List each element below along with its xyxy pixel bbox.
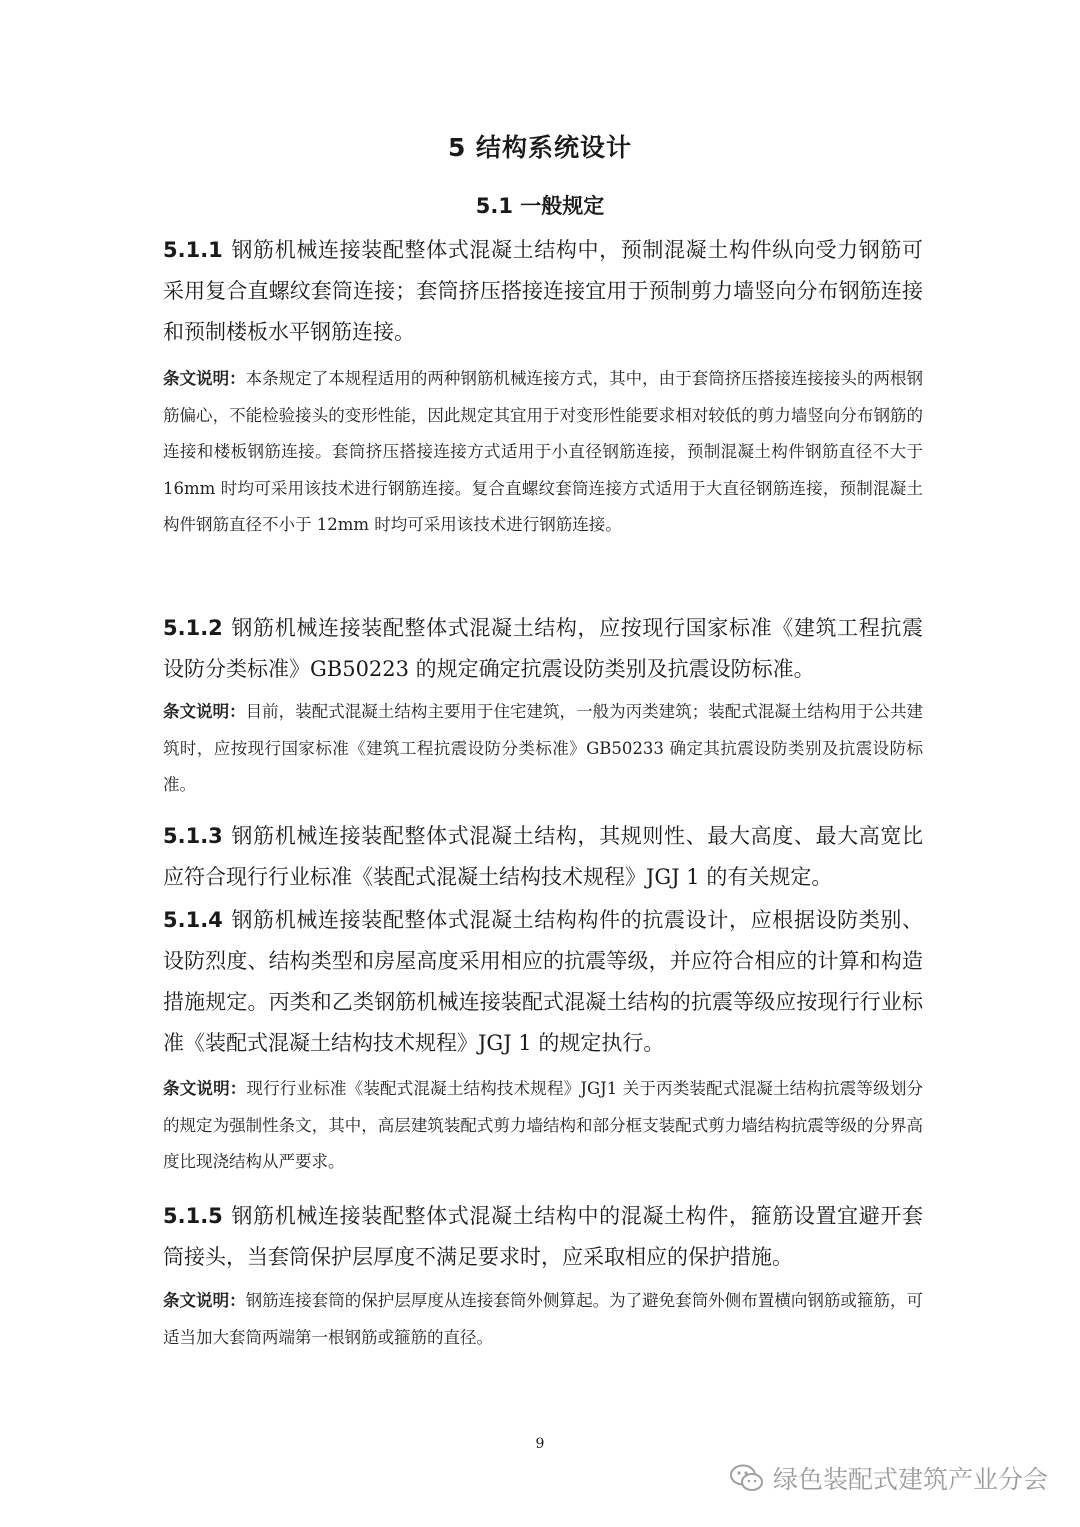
note-label: 条文说明： — [163, 1079, 247, 1098]
wechat-icon — [729, 1463, 765, 1493]
watermark-text: 绿色装配式建筑产业分会 — [772, 1465, 1048, 1494]
clause-number: 5.1.2 — [163, 616, 223, 640]
clause-number: 5.1.3 — [163, 824, 223, 848]
clause-text: 钢筋机械连接装配整体式混凝土结构中的混凝土构件，箍筋设置宜避开套筒接头，当套筒保护层厚度不满足要求时，应采取相应的保护措施。 — [163, 1204, 923, 1269]
clause-5-1-5 — [163, 1196, 923, 1278]
clause-5-1-3 — [163, 816, 923, 898]
clause-note-5-1-2 — [163, 694, 923, 804]
clause-text: 钢筋机械连接装配整体式混凝土结构构件的抗震设计，应根据设防类别、设防烈度、结构类型和房屋高度采用相应的抗震等级，并应符合相应的计算和构造措施规定。丙类和乙类钢筋机械连接装配式混凝土结构的抗震等级应按现行行业标准《装配式混凝土结构技术规程》JGJ 1 的规定执行。 — [163, 908, 923, 1055]
page-number: 9 — [535, 1436, 545, 1452]
note-label: 条文说明： — [163, 702, 246, 721]
section-title: 5.1 一般规定 — [475, 194, 605, 218]
clause-5-1-1 — [163, 230, 923, 353]
clause-5-1-4 — [163, 900, 923, 1064]
clause-number: 5.1.1 — [163, 238, 223, 262]
clause-text: 钢筋机械连接装配整体式混凝土结构中，预制混凝土构件纵向受力钢筋可采用复合直螺纹套筒连接；套筒挤压搭接连接宜用于预制剪力墙竖向分布钢筋连接和预制楼板水平钢筋连接。 — [163, 238, 923, 344]
clause-number: 5.1.4 — [163, 908, 223, 932]
note-label: 条文说明： — [163, 1291, 246, 1310]
note-text: 钢筋连接套筒的保护层厚度从连接套筒外侧算起。为了避免套筒外侧布置横向钢筋或箍筋，可适当加大套筒两端第一根钢筋或箍筋的直径。 — [163, 1291, 924, 1347]
clause-note-5-1-4 — [163, 1071, 923, 1181]
clause-note-5-1-1 — [163, 361, 923, 544]
clause-5-1-2 — [163, 608, 923, 690]
note-text: 现行行业标准《装配式混凝土结构技术规程》JGJ1 关于丙类装配式混凝土结构抗震等级划分的规定为强制性条文，其中，高层建筑装配式剪力墙结构和部分框支装配式剪力墙结构抗震等级的分界高度比现浇结构从严要求。 — [163, 1079, 924, 1171]
note-text: 目前，装配式混凝土结构主要用于住宅建筑，一般为丙类建筑；装配式混凝土结构用于公共建筑时，应按现行国家标准《建筑工程抗震设防分类标准》GB50233 确定其抗震设防类别及抗震设防标准。 — [163, 702, 924, 794]
note-text: 本条规定了本规程适用的两种钢筋机械连接方式，其中，由于套筒挤压搭接连接接头的两根钢筋偏心，不能检验接头的变形性能，因此规定其宜用于对变形性能要求相对较低的剪力墙竖向分布钢筋的连接和楼板钢筋连接。套筒挤压搭接连接方式适用于小直径钢筋连接，预制混凝土构件钢筋直径不大于 16mm 时均可采用该技术进行钢筋连接。复合直螺纹套筒连接方式适用于大直径钢筋连接，预制混凝土构件钢筋直径不小于 12mm 时均可采用该技术进行钢筋连接。 — [163, 369, 924, 534]
chapter-title: 5 结构系统设计 — [447, 133, 633, 162]
watermark — [729, 1458, 1048, 1498]
clause-text: 钢筋机械连接装配整体式混凝土结构，其规则性、最大高度、最大高宽比应符合现行行业标准《装配式混凝土结构技术规程》JGJ 1 的有关规定。 — [163, 824, 923, 889]
note-label: 条文说明： — [163, 369, 246, 388]
clause-number: 5.1.5 — [163, 1204, 223, 1228]
clause-note-5-1-5 — [163, 1283, 923, 1356]
clause-text: 钢筋机械连接装配整体式混凝土结构，应按现行国家标准《建筑工程抗震设防分类标准》GB50223 的规定确定抗震设防类别及抗震设防标准。 — [163, 616, 923, 681]
